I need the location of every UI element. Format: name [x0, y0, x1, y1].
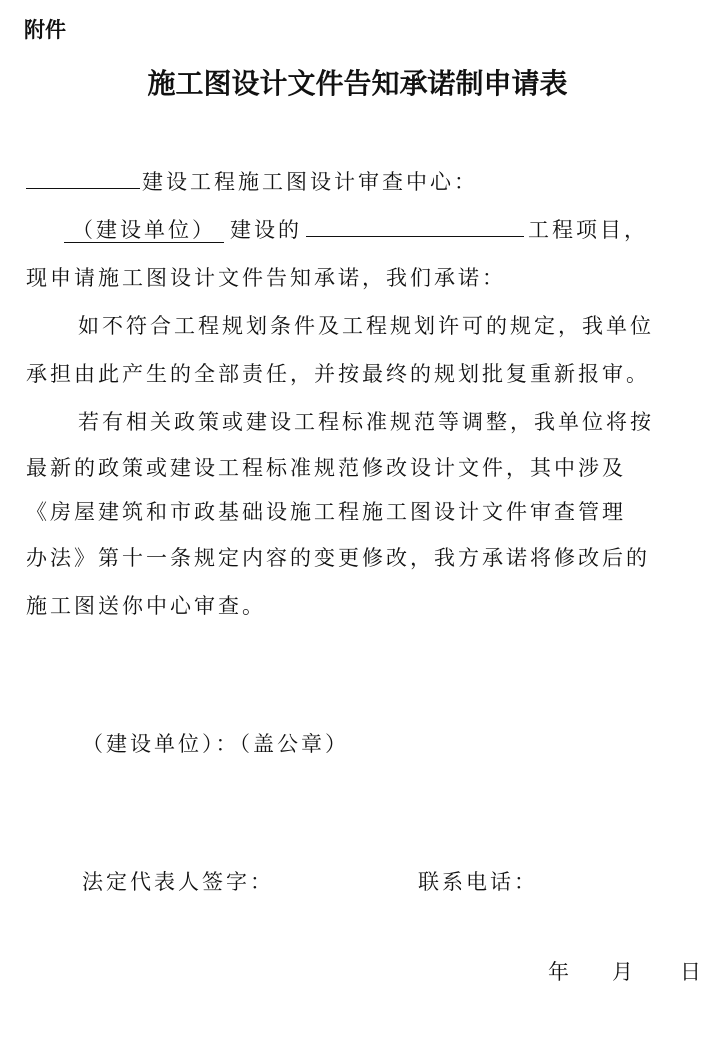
contact-phone-label: 联系电话： — [418, 870, 538, 894]
addressee-blank-field[interactable] — [26, 168, 140, 189]
paragraph-1-line-1: 如不符合工程规划条件及工程规划许可的规定，我单位 — [78, 314, 654, 338]
date-month-label: 月 — [612, 960, 636, 984]
builder-placeholder[interactable]: （建设单位） — [64, 218, 224, 243]
date-year-label: 年 — [548, 960, 572, 984]
built-by-text: 建设的 — [230, 218, 302, 242]
legal-representative-signature-label: 法定代表人签字： — [82, 870, 274, 894]
paragraph-2-line-2: 最新的政策或建设工程标准规范修改设计文件，其中涉及 — [26, 456, 626, 480]
attachment-label: 附件 — [24, 18, 66, 42]
project-name-blank-field[interactable] — [306, 216, 524, 237]
paragraph-2-line-4: 办法》第十一条规定内容的变更修改，我方承诺将修改后的 — [26, 546, 650, 570]
addressee-line — [26, 166, 478, 196]
document-title: 施工图设计文件告知承诺制申请表 — [147, 67, 568, 100]
addressee-suffix: 建设工程施工图设计审查中心： — [142, 170, 478, 194]
request-line: 现申请施工图设计文件告知承诺，我们承诺： — [26, 266, 506, 290]
project-suffix: 工程项目， — [528, 218, 648, 242]
paragraph-2-line-3: 《房屋建筑和市政基础设施工程施工图设计文件审查管理 — [26, 500, 626, 524]
paragraph-1-line-2: 承担由此产生的全部责任，并按最终的规划批复重新报审。 — [26, 362, 650, 386]
seal-label: （建设单位）：（盖公章） — [82, 732, 349, 756]
date-day-label: 日 — [680, 960, 704, 984]
paragraph-2-line-1: 若有相关政策或建设工程标准规范等调整，我单位将按 — [78, 410, 654, 434]
project-line — [26, 214, 648, 244]
paragraph-2-line-5: 施工图送你中心审查。 — [26, 594, 266, 618]
